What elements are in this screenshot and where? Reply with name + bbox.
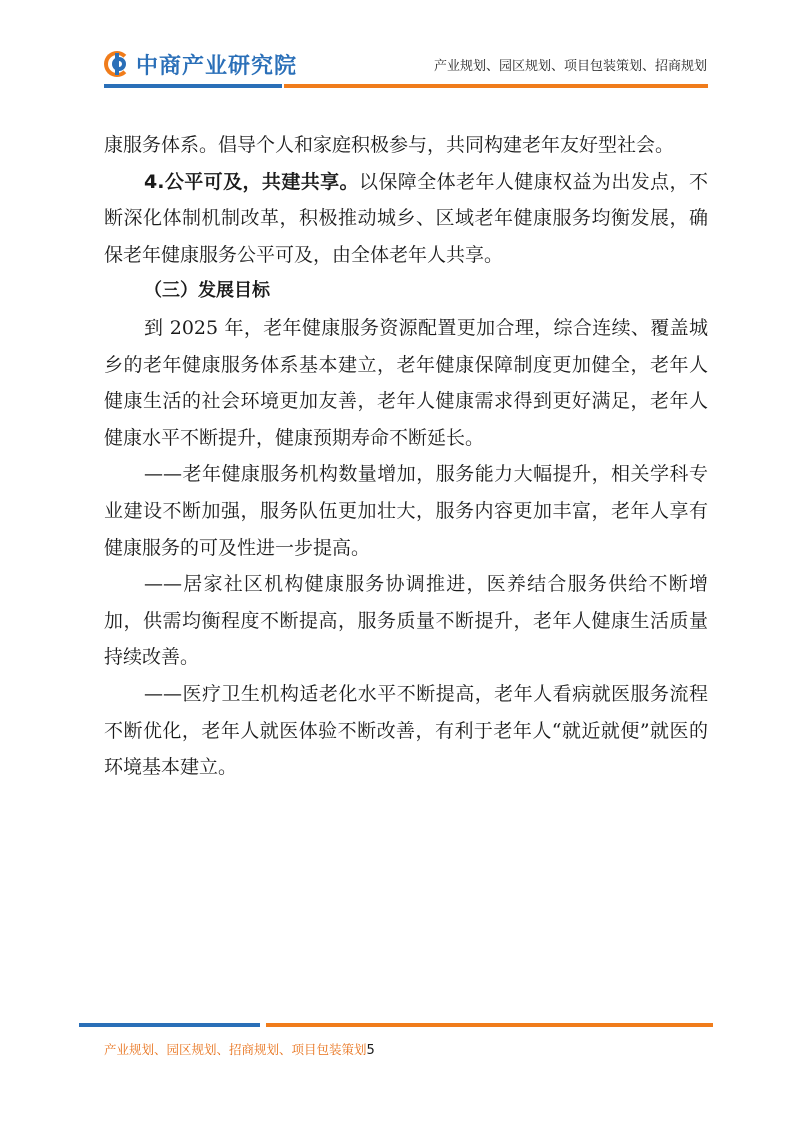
logo-mark-icon [104, 51, 130, 77]
header-tagline: 产业规划、园区规划、项目包装策划、招商规划 [433, 59, 707, 74]
paragraph: 到 2025 年，老年健康服务资源配置更加合理，综合连续、覆盖城乡的老年健康服务体系基本建立，老年健康保障制度更加健全，老年人健康生活的社会环境更加友善，老年人健康需求得到更好满足，老年人健康水平不断提升，健康预期寿命不断延长。 [104, 316, 708, 449]
paragraph [104, 164, 708, 274]
paragraph: ——居家社区机构健康服务协调推进，医养结合服务供给不断增加，供需均衡程度不断提高，服务质量不断提升，老年人健康生活质量持续改善。 [104, 573, 708, 669]
footer-tagline [104, 1040, 375, 1058]
logo-text: 中商产业研究院 [136, 53, 298, 79]
footer-tagline-text: 产业规划、园区规划、招商规划、项目包装策划 [104, 1042, 367, 1057]
header-rule-blue [104, 84, 282, 88]
section-heading: （三）发展目标 [144, 280, 270, 302]
paragraph: ——医疗卫生机构适老化水平不断提高，老年人看病就医服务流程不断优化，老年人就医体验不断改善，有利于老年人“就近就便”就医的环境基本建立。 [104, 682, 708, 779]
principle-title: 4.公平可及，共建共享。 [144, 170, 359, 193]
header-rule-orange [284, 84, 708, 88]
logo [104, 48, 297, 80]
footer-rule-blue [79, 1023, 260, 1027]
footer-rule-orange [266, 1023, 713, 1027]
paragraph: ——老年健康服务机构数量增加，服务能力大幅提升，相关学科专业建设不断加强，服务队伍更加壮大，服务内容更加丰富，老年人享有健康服务的可及性进一步提高。 [104, 463, 708, 559]
page-number: 5 [366, 1043, 375, 1058]
paragraph: 康服务体系。倡导个人和家庭积极参与，共同构建老年友好型社会。 [104, 134, 675, 156]
principle-text: 以保障全体老年人健康权益为出发点，不断深化体制机制改革，积极推动城乡、区域老年健康服务均衡发展，确保老年健康服务公平可及，由全体老年人共享。 [104, 170, 708, 266]
document-body [104, 127, 708, 786]
